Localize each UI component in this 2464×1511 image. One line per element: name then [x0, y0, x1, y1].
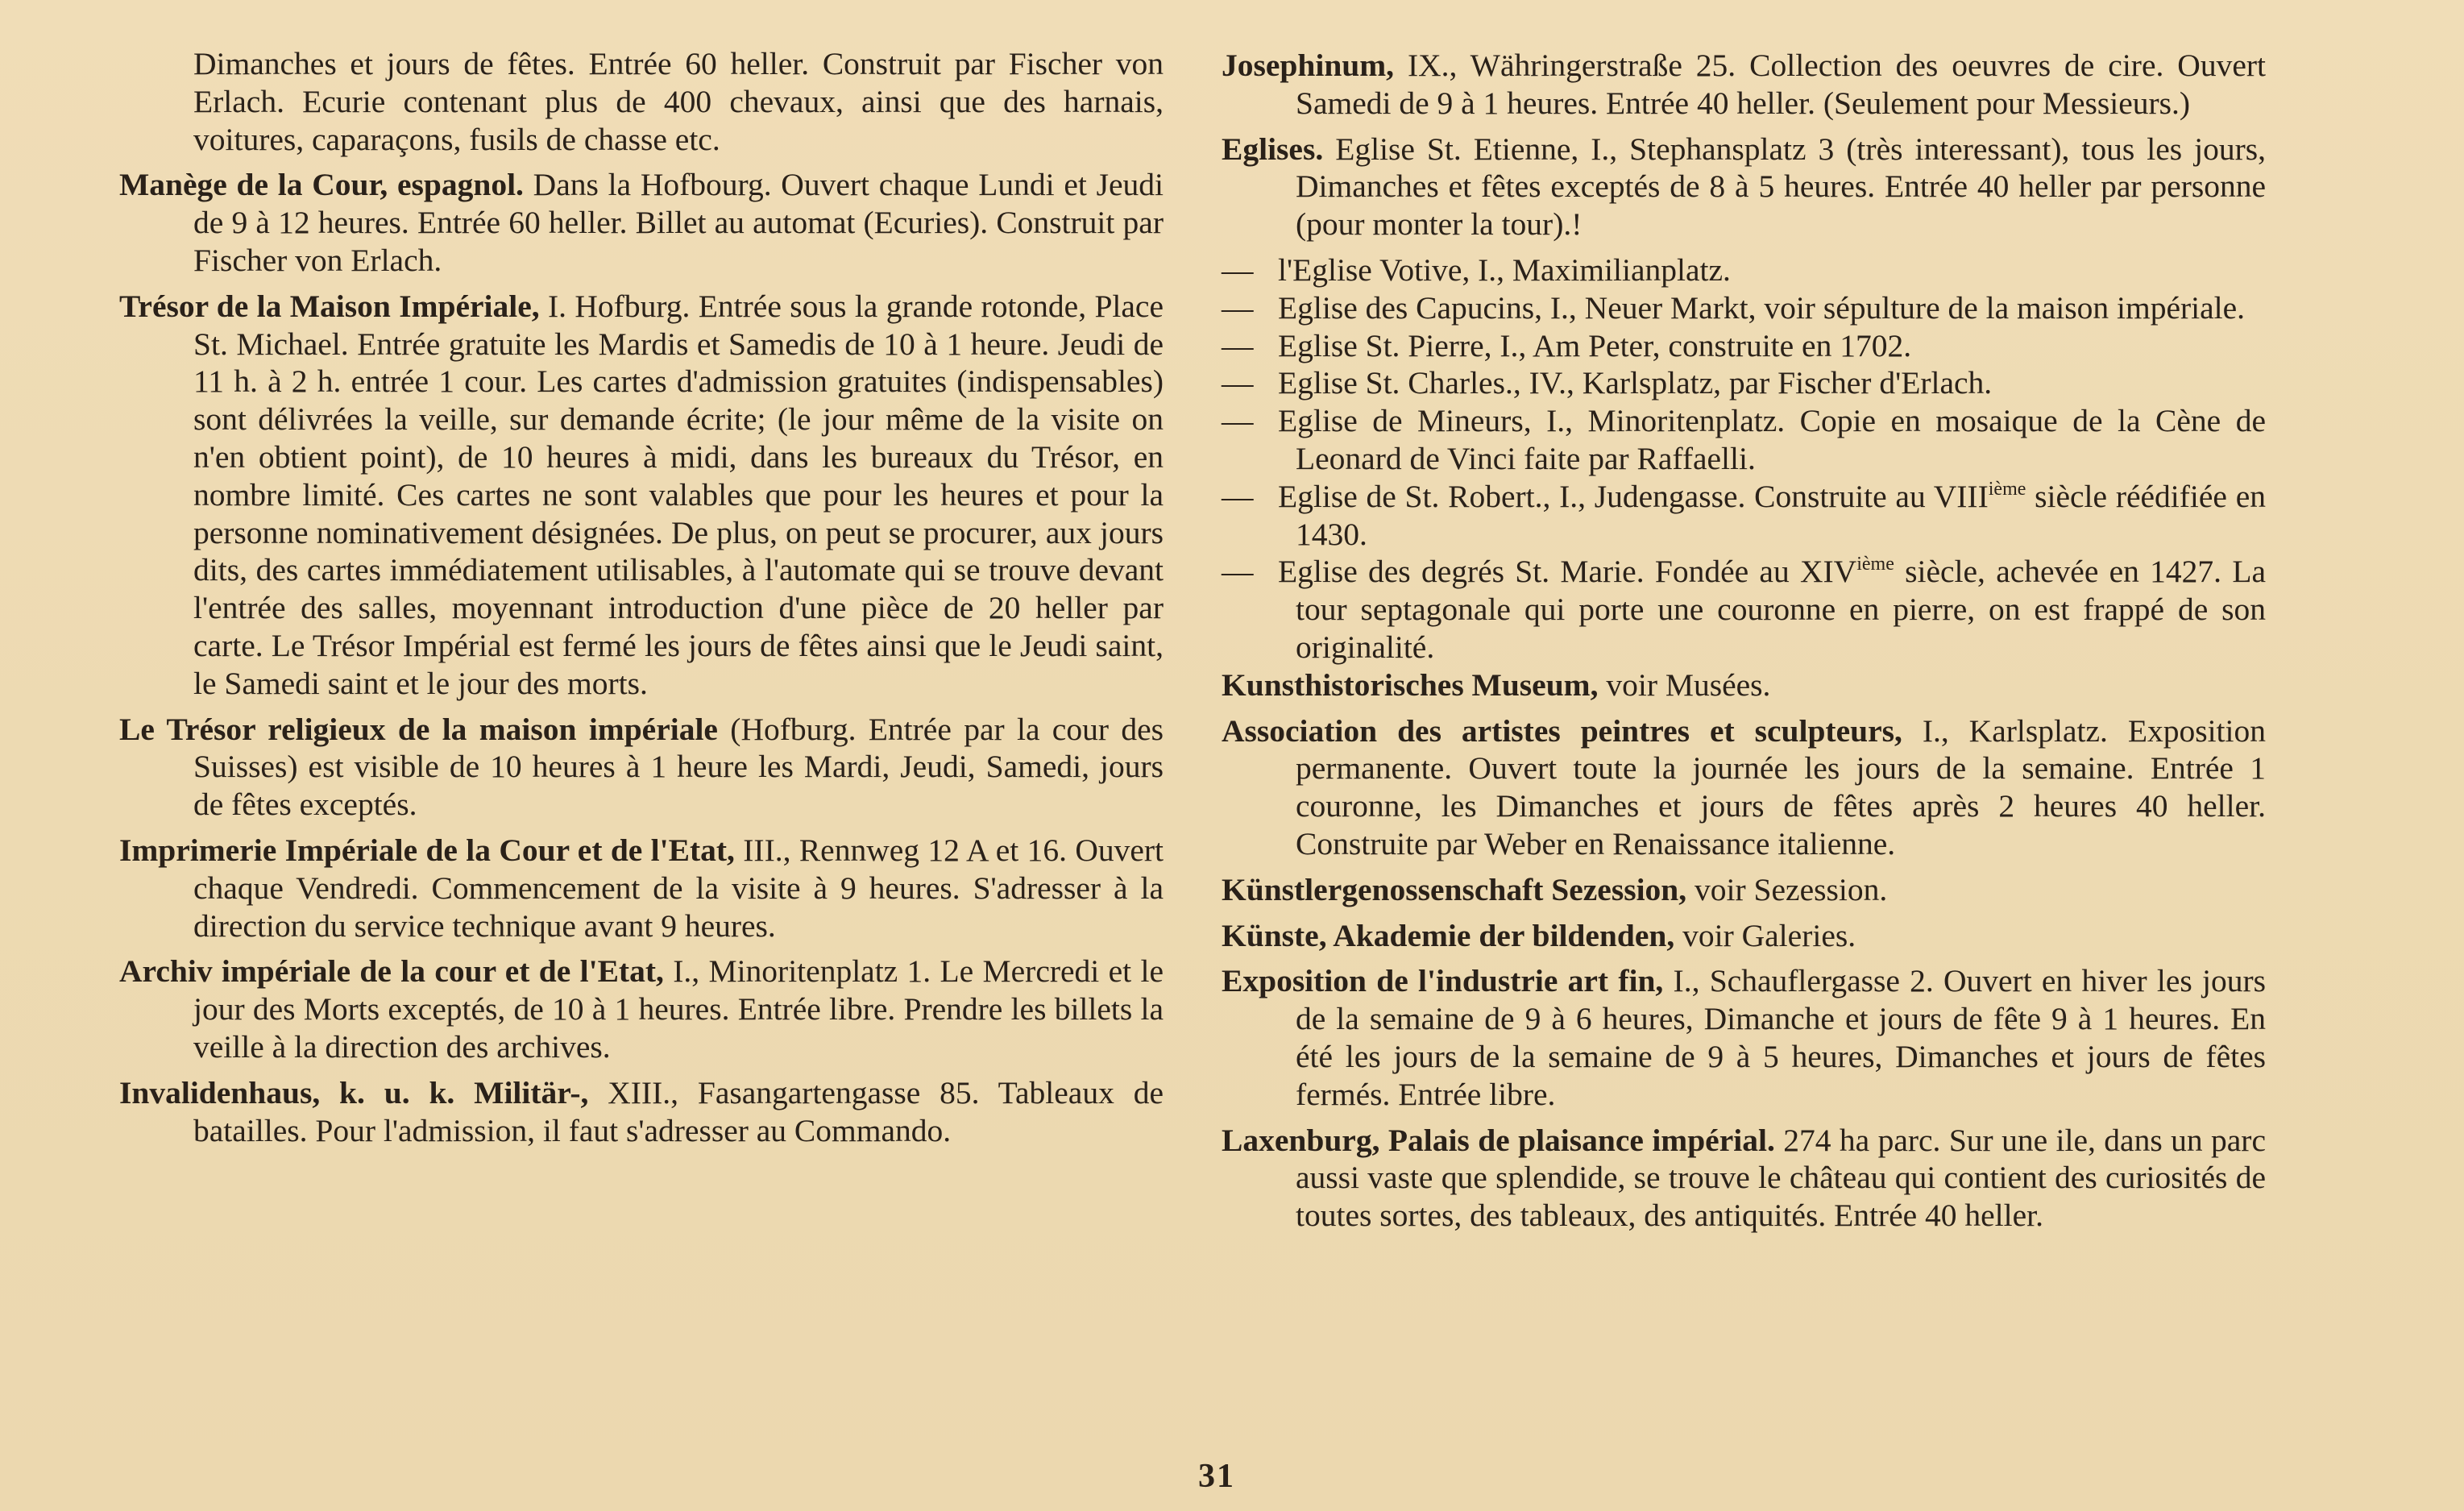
- entry-text: IX., Währingerstraße 25. Collection des oeuvres de cire. Ouvert Samedi de 9 à 1 heures. Entrée 40 heller. (Seulement pour Messieurs.): [1296, 48, 2266, 121]
- sub-entry: [1222, 478, 2266, 554]
- entry-heading: Eglises.: [1222, 131, 1324, 167]
- entry-text: I., Schauflergasse 2. Ouvert en hiver les jours de la semaine de 9 à 6 heures, Dimanche et jours de fête 9 à 1 heures. En été les jours de la semaine de 9 à 5 heures, Dimanches et jours de fêtes fermés. Entrée libre.: [1296, 963, 2266, 1112]
- entry-text: 274 ha parc. Sur une ile, dans un parc aussi vaste que splendide, se trouve le château qui contient des curiosités de toutes sortes, des tableaux, des antiquités. Entrée 40 heller.: [1296, 1122, 2266, 1234]
- entry: [1222, 871, 2266, 909]
- sub-entry: [1222, 553, 2266, 666]
- entry: [1222, 131, 2266, 243]
- entry-text: Eglise des Capucins, I., Neuer Markt, voir sépulture de la maison impériale.: [1278, 289, 2246, 326]
- left-column: [119, 47, 1164, 1157]
- sub-entry: [1222, 402, 2266, 478]
- entry-text: I., Karlsplatz. Exposition permanente. Ouvert toute la journée les jours de la semaine. Entrée 1 couronne, les Dimanches et jours de fêtes après 2 heures 40 heller. Construite par Weber en Renaissance italienne.: [1296, 712, 2266, 861]
- entry: [119, 953, 1164, 1065]
- entry-heading: Association des artistes peintres et sculpteurs,: [1222, 712, 1902, 749]
- page-number: 31: [1198, 1458, 1235, 1495]
- sub-entry: [1222, 327, 2266, 365]
- entry-text: voir Musées.: [1598, 666, 1771, 703]
- entry-text: Eglise St. Pierre, I., Am Peter, construite en 1702.: [1278, 327, 1912, 363]
- entry-heading: Manège de la Cour, espagnol.: [119, 167, 524, 203]
- entry-heading: Invalidenhaus, k. u. k. Militär-,: [119, 1074, 589, 1110]
- entry-heading: Imprimerie Impériale de la Cour et de l'Etat,: [119, 832, 735, 868]
- entry-heading: Künstlergenossenschaft Sezession,: [1222, 871, 1687, 907]
- entry-dash: —: [1222, 365, 1254, 401]
- entry-text: Eglise St. Etienne, I., Stephansplatz 3 (très interessant), tous les jours, Dimanches et fêtes exceptés de 8 à 5 heures. Entrée 40 heller par personne (pour monter la tour).!: [1296, 131, 2266, 243]
- entry-dash: —: [1222, 289, 1254, 326]
- entry-text-tail: siècle réédifiée en 1430.: [1296, 478, 2266, 552]
- entry: [1222, 1122, 2266, 1235]
- entry-text: I. Hofburg. Entrée sous la grande rotonde, Place St. Michael. Entrée gratuite les Mardis et Samedis de 10 à 1 heure. Jeudi de 11 h. à 2 h. entrée 1 cour. Les cartes d'admission gratuites (indispensables) sont délivrées la veille, sur demande écrite; (le jour même de la visite on n'en obtient point), de 10 heures à midi, dans les bureaux du Trésor, en nombre limité. Ces cartes ne sont valables que pour les heures et pour la personne nominativement désignées. De plus, on peut se procurer, aux jours dits, des cartes immédiatement utilisables, à l'automate qui se trouve devant l'entrée des salles, moyennant introduction d'une pièce de 20 heller par carte. Le Trésor Impérial est fermé les jours de fêtes ainsi que le Jeudi saint, le Samedi saint et le jour des morts.: [193, 288, 1164, 701]
- entry-text-tail: siècle, achevée en 1427. La tour septagonale qui porte une couronne en pierre, on est frappé de son originalité.: [1296, 554, 2266, 665]
- entry: [1222, 666, 2266, 704]
- entry-text: Eglise de St. Robert., I., Judengasse. Construite au VIII: [1278, 478, 1989, 514]
- entry-text: Dans la Hofbourg. Ouvert chaque Lundi et Jeudi de 9 à 12 heures. Entrée 60 heller. Billet au automat (Ecuries). Construit par Fischer von Erlach.: [193, 167, 1164, 278]
- entry: [1222, 712, 2266, 863]
- entry-heading: Exposition de l'industrie art fin,: [1222, 963, 1664, 999]
- entry-text: Dimanches et jours de fêtes. Entrée 60 heller. Construit par Fischer von Erlach. Ecurie contenant plus de 400 chevaux, ainsi que des harnais, voitures, caparaçons, fusils de chasse etc.: [193, 46, 1164, 157]
- entry-text: III., Rennweg 12 A et 16. Ouvert chaque Vendredi. Commencement de la visite à 9 heures. S'adresser à la direction du service technique avant 9 heures.: [193, 832, 1164, 944]
- sub-entry: [1222, 251, 2266, 289]
- entry-heading: Archiv impériale de la cour et de l'Etat,: [119, 953, 664, 990]
- entry-text: Eglise de Mineurs, I., Minoritenplatz. Copie en mosaique de la Cène de Leonard de Vinci faite par Raffaelli.: [1278, 403, 2266, 476]
- sub-entry: [1222, 364, 2266, 402]
- entry: [119, 1074, 1164, 1150]
- right-column: [1222, 47, 2266, 1243]
- entry-text: voir Galeries.: [1674, 917, 1856, 953]
- entry: [119, 166, 1164, 279]
- entry: [1222, 917, 2266, 955]
- sub-entry: [1222, 289, 2266, 327]
- entry: [119, 45, 1164, 158]
- entry-heading: Josephinum,: [1222, 48, 1395, 83]
- entry-dash: —: [1222, 327, 1254, 363]
- entry: [1222, 962, 2266, 1113]
- entry: [119, 711, 1164, 824]
- entry-text: XIII., Fasangartengasse 85. Tableaux de batailles. Pour l'admission, il faut s'adresser au Commando.: [193, 1074, 1164, 1148]
- entry-heading: Laxenburg, Palais de plaisance impérial.: [1222, 1122, 1775, 1158]
- entry-heading: Trésor de la Maison Impériale,: [119, 288, 540, 324]
- entry-text: voir Sezession.: [1686, 871, 1888, 907]
- entry-text: I., Minoritenplatz 1. Le Mercredi et le jour des Morts exceptés, de 10 à 1 heures. Entrée libre. Prendre les billets la veille à la direction des archives.: [193, 953, 1164, 1065]
- entry: [1222, 47, 2266, 122]
- entry-heading: Kunsthistorisches Museum,: [1222, 666, 1599, 703]
- superscript: ième: [1988, 478, 2026, 500]
- entry-text: (Hofburg. Entrée par la cour des Suisses) est visible de 10 heures à 1 heure les Mardi, Jeudi, Samedi, jours de fêtes exceptés.: [193, 711, 1164, 823]
- entry-dash: —: [1222, 251, 1254, 288]
- entry-dash: —: [1222, 403, 1254, 439]
- entry: [119, 832, 1164, 944]
- entry-heading: Le Trésor religieux de la maison impériale: [119, 711, 718, 747]
- entry-text: Eglise St. Charles., IV., Karlsplatz, par Fischer d'Erlach.: [1278, 365, 1993, 401]
- entry-text: l'Eglise Votive, I., Maximilianplatz.: [1278, 251, 1731, 288]
- entry-dash: —: [1222, 478, 1254, 514]
- superscript: ième: [1856, 554, 1894, 575]
- entry: [119, 288, 1164, 703]
- entry-dash: —: [1222, 554, 1254, 590]
- entry-text: Eglise des degrés St. Marie. Fondée au XIV: [1278, 554, 1857, 590]
- entry-heading: Künste, Akademie der bildenden,: [1222, 917, 1675, 953]
